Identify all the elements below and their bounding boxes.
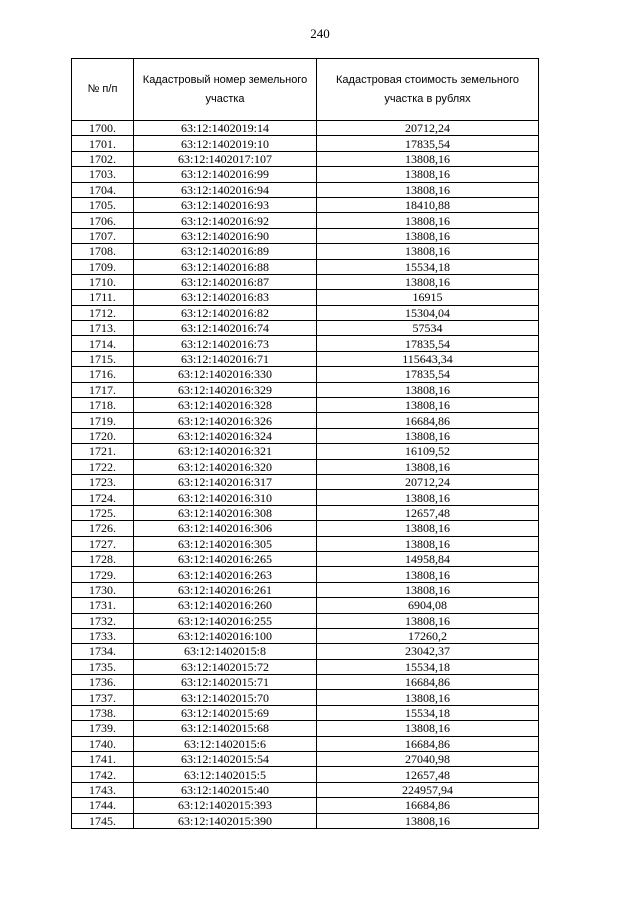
cadastral-number-cell: 63:12:1402016:324 xyxy=(134,428,317,443)
row-number-cell: 1742. xyxy=(72,767,134,782)
cadastral-value-cell: 12657,48 xyxy=(317,505,539,520)
table-row xyxy=(72,121,539,136)
cadastral-value-cell: 16684,86 xyxy=(317,413,539,428)
table-row xyxy=(72,767,539,782)
cadastral-value-cell: 13808,16 xyxy=(317,244,539,259)
cadastral-number-cell: 63:12:1402015:393 xyxy=(134,798,317,813)
cadastral-number-cell: 63:12:1402016:330 xyxy=(134,367,317,382)
row-number-cell: 1709. xyxy=(72,259,134,274)
cadastral-value-cell: 15534,18 xyxy=(317,259,539,274)
table-row xyxy=(72,351,539,366)
header-cadastral-value: Кадастровая стоимость земельного участка в рублях xyxy=(317,59,539,121)
cadastral-value-cell: 16109,52 xyxy=(317,444,539,459)
row-number-cell: 1738. xyxy=(72,705,134,720)
table-row xyxy=(72,521,539,536)
row-number-cell: 1727. xyxy=(72,536,134,551)
table-row xyxy=(72,782,539,797)
table-header-row xyxy=(72,59,539,121)
table-row xyxy=(72,690,539,705)
cadastral-number-cell: 63:12:1402016:100 xyxy=(134,628,317,643)
row-number-cell: 1714. xyxy=(72,336,134,351)
table-row xyxy=(72,659,539,674)
cadastral-value-cell: 13808,16 xyxy=(317,398,539,413)
row-number-cell: 1722. xyxy=(72,459,134,474)
table-row xyxy=(72,705,539,720)
cadastral-number-cell: 63:12:1402016:261 xyxy=(134,582,317,597)
row-number-cell: 1703. xyxy=(72,167,134,182)
row-number-cell: 1716. xyxy=(72,367,134,382)
row-number-cell: 1734. xyxy=(72,644,134,659)
cadastral-number-cell: 63:12:1402016:89 xyxy=(134,244,317,259)
cadastral-number-cell: 63:12:1402016:306 xyxy=(134,521,317,536)
row-number-cell: 1730. xyxy=(72,582,134,597)
cadastral-value-cell: 13808,16 xyxy=(317,213,539,228)
table-row xyxy=(72,336,539,351)
cadastral-value-cell: 13808,16 xyxy=(317,813,539,828)
cadastral-value-cell: 18410,88 xyxy=(317,197,539,212)
page-number: 240 xyxy=(310,26,330,41)
table-body xyxy=(72,121,539,829)
table-row xyxy=(72,613,539,628)
cadastral-value-cell: 13808,16 xyxy=(317,721,539,736)
table-row xyxy=(72,675,539,690)
row-number-cell: 1729. xyxy=(72,567,134,582)
cadastral-value-cell: 20712,24 xyxy=(317,474,539,489)
table-row xyxy=(72,582,539,597)
table-row xyxy=(72,182,539,197)
row-number-cell: 1713. xyxy=(72,321,134,336)
cadastral-value-cell: 15534,18 xyxy=(317,705,539,720)
cadastral-value-cell: 27040,98 xyxy=(317,752,539,767)
cadastral-number-cell: 63:12:1402015:71 xyxy=(134,675,317,690)
cadastral-value-cell: 13808,16 xyxy=(317,151,539,166)
cadastral-number-cell: 63:12:1402016:326 xyxy=(134,413,317,428)
row-number-cell: 1704. xyxy=(72,182,134,197)
cadastral-value-cell: 57534 xyxy=(317,321,539,336)
cadastral-value-cell: 17835,54 xyxy=(317,367,539,382)
cadastral-value-cell: 13808,16 xyxy=(317,459,539,474)
row-number-cell: 1728. xyxy=(72,551,134,566)
row-number-cell: 1731. xyxy=(72,598,134,613)
header-row-number: № п/п xyxy=(72,59,134,121)
cadastral-number-cell: 63:12:1402016:82 xyxy=(134,305,317,320)
row-number-cell: 1715. xyxy=(72,351,134,366)
row-number-cell: 1706. xyxy=(72,213,134,228)
cadastral-value-cell: 13808,16 xyxy=(317,228,539,243)
cadastral-number-cell: 63:12:1402016:73 xyxy=(134,336,317,351)
table-row xyxy=(72,413,539,428)
cadastral-number-cell: 63:12:1402019:10 xyxy=(134,136,317,151)
cadastral-number-cell: 63:12:1402016:305 xyxy=(134,536,317,551)
row-number-cell: 1737. xyxy=(72,690,134,705)
row-number-cell: 1705. xyxy=(72,197,134,212)
cadastral-value-cell: 115643,34 xyxy=(317,351,539,366)
cadastral-number-cell: 63:12:1402016:265 xyxy=(134,551,317,566)
row-number-cell: 1723. xyxy=(72,474,134,489)
cadastral-value-cell: 13808,16 xyxy=(317,582,539,597)
cadastral-value-cell: 12657,48 xyxy=(317,767,539,782)
cadastral-number-cell: 63:12:1402015:54 xyxy=(134,752,317,767)
row-number-cell: 1708. xyxy=(72,244,134,259)
cadastral-value-cell: 17835,54 xyxy=(317,336,539,351)
cadastral-value-cell: 224957,94 xyxy=(317,782,539,797)
cadastral-value-cell: 13808,16 xyxy=(317,613,539,628)
table-row xyxy=(72,197,539,212)
cadastral-number-cell: 63:12:1402016:317 xyxy=(134,474,317,489)
row-number-cell: 1744. xyxy=(72,798,134,813)
cadastral-number-cell: 63:12:1402017:107 xyxy=(134,151,317,166)
table-row xyxy=(72,598,539,613)
row-number-cell: 1726. xyxy=(72,521,134,536)
table-row xyxy=(72,259,539,274)
table-row xyxy=(72,213,539,228)
cadastral-number-cell: 63:12:1402016:87 xyxy=(134,274,317,289)
cadastral-value-cell: 16684,86 xyxy=(317,675,539,690)
cadastral-number-cell: 63:12:1402016:310 xyxy=(134,490,317,505)
cadastral-value-cell: 13808,16 xyxy=(317,274,539,289)
row-number-cell: 1718. xyxy=(72,398,134,413)
cadastral-value-cell: 17835,54 xyxy=(317,136,539,151)
table-row xyxy=(72,167,539,182)
cadastral-value-cell: 13808,16 xyxy=(317,490,539,505)
cadastral-number-cell: 63:12:1402016:90 xyxy=(134,228,317,243)
cadastral-number-cell: 63:12:1402016:329 xyxy=(134,382,317,397)
table-row xyxy=(72,428,539,443)
cadastral-number-cell: 63:12:1402016:263 xyxy=(134,567,317,582)
cadastral-value-cell: 13808,16 xyxy=(317,521,539,536)
cadastral-value-cell: 6904,08 xyxy=(317,598,539,613)
table-row xyxy=(72,490,539,505)
cadastral-number-cell: 63:12:1402015:5 xyxy=(134,767,317,782)
cadastral-value-cell: 15304,04 xyxy=(317,305,539,320)
row-number-cell: 1717. xyxy=(72,382,134,397)
table-row xyxy=(72,444,539,459)
cadastral-value-cell: 16684,86 xyxy=(317,736,539,751)
table-row xyxy=(72,382,539,397)
cadastral-number-cell: 63:12:1402015:6 xyxy=(134,736,317,751)
cadastral-number-cell: 63:12:1402015:72 xyxy=(134,659,317,674)
cadastral-number-cell: 63:12:1402016:88 xyxy=(134,259,317,274)
cadastral-number-cell: 63:12:1402016:328 xyxy=(134,398,317,413)
cadastral-number-cell: 63:12:1402016:74 xyxy=(134,321,317,336)
row-number-cell: 1700. xyxy=(72,121,134,136)
cadastral-number-cell: 63:12:1402015:68 xyxy=(134,721,317,736)
table-row xyxy=(72,736,539,751)
table-row xyxy=(72,628,539,643)
table-row xyxy=(72,752,539,767)
cadastral-number-cell: 63:12:1402016:93 xyxy=(134,197,317,212)
cadastral-number-cell: 63:12:1402016:260 xyxy=(134,598,317,613)
table-row xyxy=(72,305,539,320)
row-number-cell: 1745. xyxy=(72,813,134,828)
table-row xyxy=(72,321,539,336)
row-number-cell: 1707. xyxy=(72,228,134,243)
row-number-cell: 1736. xyxy=(72,675,134,690)
table-row xyxy=(72,721,539,736)
table-row xyxy=(72,551,539,566)
table-row xyxy=(72,459,539,474)
row-number-cell: 1720. xyxy=(72,428,134,443)
cadastral-number-cell: 63:12:1402015:69 xyxy=(134,705,317,720)
row-number-cell: 1740. xyxy=(72,736,134,751)
cadastral-number-cell: 63:12:1402015:40 xyxy=(134,782,317,797)
cadastral-number-cell: 63:12:1402015:8 xyxy=(134,644,317,659)
cadastral-number-cell: 63:12:1402016:255 xyxy=(134,613,317,628)
row-number-cell: 1721. xyxy=(72,444,134,459)
table-row xyxy=(72,367,539,382)
row-number-cell: 1712. xyxy=(72,305,134,320)
row-number-cell: 1724. xyxy=(72,490,134,505)
cadastral-number-cell: 63:12:1402015:70 xyxy=(134,690,317,705)
table-row xyxy=(72,798,539,813)
cadastral-value-cell: 23042,37 xyxy=(317,644,539,659)
header-cadastral-number: Кадастровый номер земельного участка xyxy=(134,59,317,121)
cadastral-number-cell: 63:12:1402016:99 xyxy=(134,167,317,182)
row-number-cell: 1733. xyxy=(72,628,134,643)
cadastral-value-cell: 13808,16 xyxy=(317,182,539,197)
table-row xyxy=(72,290,539,305)
row-number-cell: 1701. xyxy=(72,136,134,151)
table-row xyxy=(72,567,539,582)
table-row xyxy=(72,536,539,551)
row-number-cell: 1710. xyxy=(72,274,134,289)
cadastral-value-table xyxy=(71,58,539,829)
table-row xyxy=(72,474,539,489)
cadastral-value-cell: 13808,16 xyxy=(317,167,539,182)
table-row xyxy=(72,136,539,151)
row-number-cell: 1743. xyxy=(72,782,134,797)
cadastral-value-cell: 17260,2 xyxy=(317,628,539,643)
cadastral-value-cell: 16915 xyxy=(317,290,539,305)
table-row xyxy=(72,244,539,259)
cadastral-value-cell: 13808,16 xyxy=(317,428,539,443)
table-row xyxy=(72,505,539,520)
cadastral-value-cell: 13808,16 xyxy=(317,567,539,582)
row-number-cell: 1702. xyxy=(72,151,134,166)
cadastral-value-cell: 13808,16 xyxy=(317,690,539,705)
table-row xyxy=(72,274,539,289)
row-number-cell: 1725. xyxy=(72,505,134,520)
cadastral-number-cell: 63:12:1402016:321 xyxy=(134,444,317,459)
row-number-cell: 1732. xyxy=(72,613,134,628)
cadastral-number-cell: 63:12:1402016:320 xyxy=(134,459,317,474)
cadastral-value-cell: 20712,24 xyxy=(317,121,539,136)
row-number-cell: 1711. xyxy=(72,290,134,305)
table-row xyxy=(72,813,539,828)
cadastral-number-cell: 63:12:1402016:94 xyxy=(134,182,317,197)
row-number-cell: 1735. xyxy=(72,659,134,674)
cadastral-number-cell: 63:12:1402019:14 xyxy=(134,121,317,136)
cadastral-number-cell: 63:12:1402016:71 xyxy=(134,351,317,366)
cadastral-value-cell: 15534,18 xyxy=(317,659,539,674)
row-number-cell: 1739. xyxy=(72,721,134,736)
cadastral-number-cell: 63:12:1402016:92 xyxy=(134,213,317,228)
row-number-cell: 1719. xyxy=(72,413,134,428)
cadastral-value-cell: 13808,16 xyxy=(317,536,539,551)
cadastral-value-cell: 16684,86 xyxy=(317,798,539,813)
cadastral-number-cell: 63:12:1402015:390 xyxy=(134,813,317,828)
cadastral-value-cell: 13808,16 xyxy=(317,382,539,397)
table-row xyxy=(72,644,539,659)
cadastral-number-cell: 63:12:1402016:83 xyxy=(134,290,317,305)
cadastral-value-cell: 14958,84 xyxy=(317,551,539,566)
table-row xyxy=(72,398,539,413)
table-row xyxy=(72,151,539,166)
cadastral-number-cell: 63:12:1402016:308 xyxy=(134,505,317,520)
table-row xyxy=(72,228,539,243)
row-number-cell: 1741. xyxy=(72,752,134,767)
